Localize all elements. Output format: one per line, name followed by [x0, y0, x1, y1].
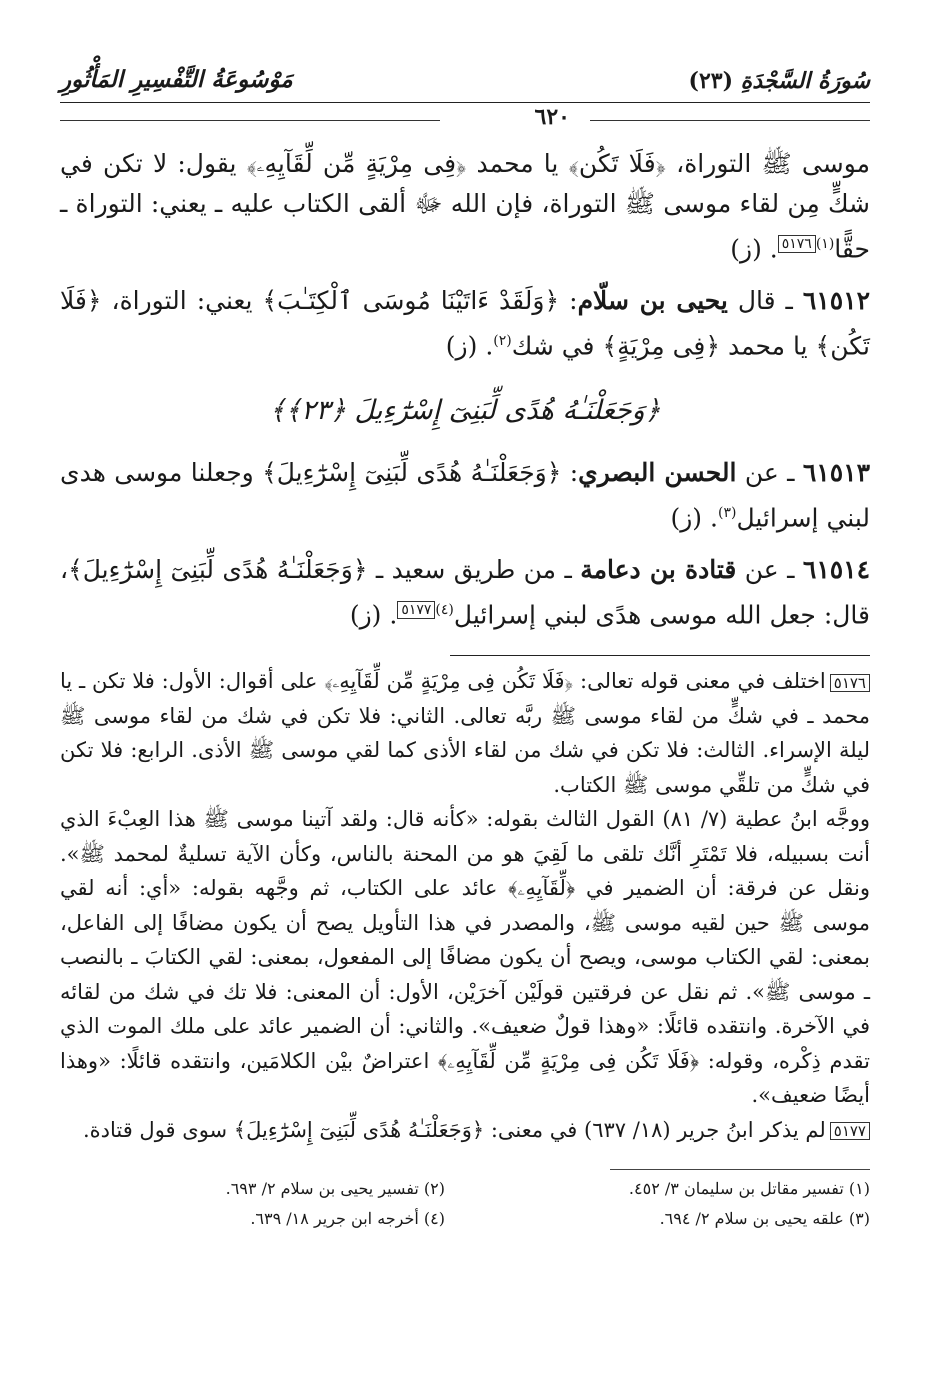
commentary-number: ٥١٧٦ — [830, 674, 870, 692]
page-number: ٦٢٠ — [534, 104, 570, 130]
commentary-paragraph: ٥١٧٧لم يذكر ابنُ جرير (١٨/ ٦٣٧) في معنى: ﴿وَجَعَلْنَـٰهُ هُدًى لِّبَنِىٓ إِسْرَٰٓءِيلَ﴾ سوى قول قتادة. — [60, 1113, 870, 1148]
footnote: (٣) علقه يحيى بن سلام ٢/ ٦٩٤. — [659, 1209, 870, 1229]
page — [60, 54, 870, 1230]
narrator-name: الحسن البصري — [578, 457, 737, 487]
footnote-separator — [610, 1169, 870, 1170]
page-number-row — [60, 104, 870, 138]
verse-heading: ﴿وَجَعَلْنَـٰهُ هُدًى لِّبَنِىٓ إِسْرَٰٓءِيلَ ﴿٢٣﴾﴾ — [269, 394, 661, 426]
paragraph: موسى ﷺ التوراة، ﴿فَلَا تَكُن﴾ يا محمد ﴿فِى مِرْيَةٍ مِّن لِّقَآيِهِۦ﴾ يقول: لا تكن في شكٍّ مِن لقاء موسى ﷺ التوراة، فإن الله ﷻ ألقى الكتاب عليه ـ يعني: التوراة ـ حقًّا$^{(١)٥١٧٦}$. (ز) — [60, 149, 870, 264]
footnotes — [60, 1178, 870, 1230]
narration: ٦١٥١٣ ـ عن الحسن البصري: ﴿وَجَعَلْنَـٰهُ هُدًى لِّبَنِىٓ إِسْرَٰٓءِيلَ﴾ وجعلنا موسى هدى لبني إسرائيل$^{(٣)}$. (ز) — [60, 457, 870, 532]
running-header — [60, 54, 870, 102]
book-title: مَوْسُوعَةُ التَّفْسِيرِ المَأْثُورِ — [60, 66, 293, 93]
narration: ٦١٥١٤ ـ عن قتادة بن دعامة ـ من طريق سعيد ـ ﴿وَجَعَلْنَـٰهُ هُدًى لِّبَنِىٓ إِسْرَٰٓءِيلَ﴾، قال: جعل الله موسى هدًى لبني إسرائيل$^{(٤)٥١٧٧}$. (ز) — [60, 554, 871, 630]
footnote: (٤) أخرجه ابن جرير ١٨/ ٦٣٩. — [250, 1209, 445, 1229]
commentary-ref[interactable]: ٥١٧٧ — [397, 601, 435, 619]
commentary-paragraph: ٥١٧٦اختلف في معنى قوله تعالى: ﴿فَلَا تَكُن فِى مِرْيَةٍ مِّن لِّقَآيِهِۦ﴾ على أقوال: الأول: فلا تكن ـ يا محمد ـ في شكٍّ من لقاء موسى ﷺ ربَّه تعالى. الثاني: فلا تكن في شك من لقاء موسى ﷺ ليلة الإسراء. الثالث: فلا تكن في شك من لقاء الأذى كما لقي موسى ﷺ الأذى. الرابع: فلا تكن في شكٍّ من تلقِّي موسى ﷺ الكتاب. — [60, 669, 870, 797]
commentary-ref[interactable]: ٥١٧٦ — [778, 235, 816, 253]
commentary-paragraph: ووجَّه ابنُ عطية (٧/ ٨١) القول الثالث بقوله: «كأنه قال: ولقد آتينا موسى ﷺ هذا العِبْءَ الذي أنت بسبيله، فلا تَمْتَرِ أنَّك تلقى ما لَقِيَ هو من المحنة بالناس، وكأن الآية تسليةٌ لمحمد ﷺ». ونقل عن فرقة: أن الضمير في ﴿لِّقَآيِهِۦ﴾ عائد على الكتاب، ثم وجَّهه بقوله: «أي: أنه لقي موسى ﷺ حين لقيه موسى ﷺ، والمصدر في هذا التأويل يصح أن يكون مضافًا إلى الفاعل، بمعنى: لقي الكتاب موسى، ويصح أن يكون مضافًا إلى المفعول، بمعنى: لقي الكتابَ ـ بالنصب ـ موسى ﷺ». ثم نقل عن فرقتين قولَيْن آخرَيْن، الأول: أن المعنى: فلا تك في شك من لقائه في الآخرة. وانتقده قائلًا: «وهذا قولٌ ضعيف». والثاني: أن الضمير عائد على ملك الموت الذي تقدم ذِكْره، وقوله: ﴿فَلَا تَكُن فِى مِرْيَةٍ مِّن لِّقَآيِهِۦ﴾ اعتراضٌ بيْن الكلامَين، وانتقده قائلًا: «وهذا أيضًا ضعيف». — [60, 807, 870, 1108]
ornament-line — [590, 120, 870, 121]
ornament-line — [60, 120, 440, 121]
footnote: (١) تفسير مقاتل بن سليمان ٣/ ٤٥٢. — [628, 1179, 870, 1199]
commentary-number: ٥١٧٧ — [830, 1122, 870, 1140]
header-rule — [60, 102, 870, 103]
commentary — [60, 664, 870, 1147]
narrator-name: قتادة بن دعامة — [580, 554, 737, 584]
narration: ٦١٥١٢ ـ قال يحيى بن سلّام: ﴿وَلَقَدْ ءَاتَيْنَا مُوسَى ٱلْكِتَـٰبَ﴾ يعني: التوراة، ﴿فَلَا تَكُن﴾ يا محمد ﴿فِى مِرْيَةٍ﴾ في شك$^{(٢)}$. (ز) — [60, 286, 871, 361]
main-text — [60, 144, 870, 635]
footnote: (٢) تفسير يحيى بن سلام ٢/ ٦٩٣. — [225, 1179, 445, 1199]
surah-title: سُورَةُ السَّجْدَةِ (٢٣) — [688, 68, 870, 94]
narrator-name: يحيى بن سلّام — [577, 286, 728, 316]
commentary-separator — [450, 655, 870, 656]
